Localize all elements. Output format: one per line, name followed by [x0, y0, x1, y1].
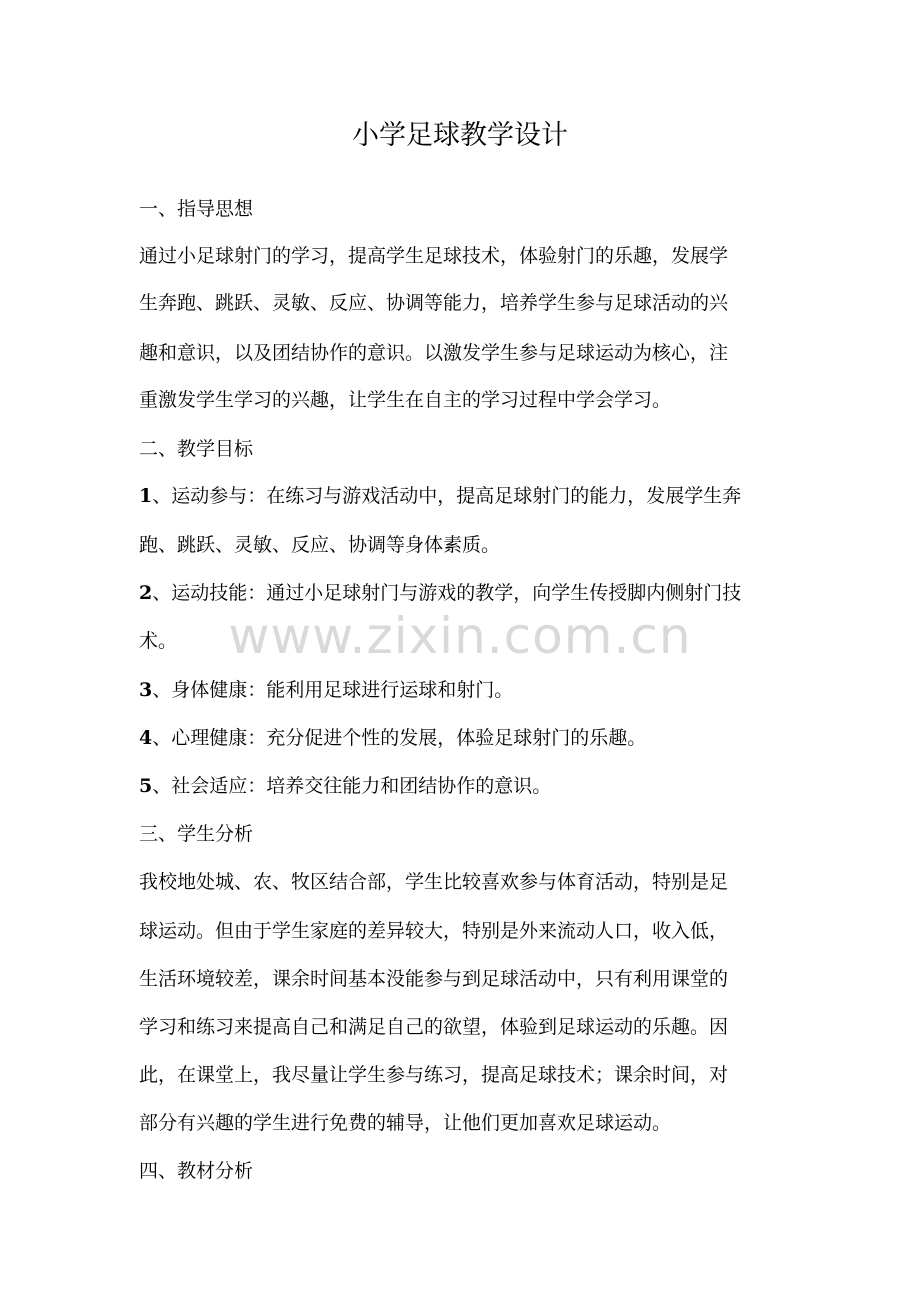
- line-text: 三、学生分析: [139, 823, 254, 845]
- paragraph-line: [139, 532, 779, 558]
- line-number: 5: [139, 775, 153, 797]
- section-heading-material-analysis: [139, 1158, 779, 1184]
- line-text: 术。: [139, 630, 178, 652]
- paragraph-line: [139, 387, 779, 413]
- paragraph-line: [139, 290, 779, 316]
- goal-item: [139, 725, 779, 751]
- paragraph-line: [139, 1014, 779, 1040]
- line-text: 球运动。但由于学生家庭的差异较大，特别是外来流动人口，收入低，: [139, 920, 729, 942]
- goal-item: [139, 677, 779, 703]
- paragraph-line: [139, 1110, 779, 1136]
- line-text: 一、指导思想: [139, 198, 254, 220]
- line-number: 3: [139, 679, 153, 701]
- paragraph-line: [139, 869, 779, 895]
- line-text: 生奔跑、跳跃、灵敏、反应、协调等能力，培养学生参与足球活动的兴: [139, 292, 729, 314]
- line-text: 趣和意识，以及团结协作的意识。以激发学生参与足球运动为核心，注: [139, 342, 729, 364]
- section-heading-student-analysis: [139, 821, 779, 847]
- paragraph-line: [139, 243, 779, 269]
- paragraph-line: [139, 340, 779, 366]
- section-heading-guiding-ideology: [139, 196, 779, 222]
- document-title: 小学足球教学设计: [352, 120, 568, 151]
- site-watermark: www.zixin.com.cn: [228, 607, 692, 665]
- paragraph-line: [139, 918, 779, 944]
- section-heading-teaching-goals: [139, 436, 779, 462]
- line-text: 通过小足球射门的学习，提高学生足球技术，体验射门的乐趣，发展学: [139, 245, 729, 267]
- line-text: 跑、跳跃、灵敏、反应、协调等身体素质。: [139, 534, 501, 556]
- line-number: 4: [139, 727, 153, 749]
- line-text: 学习和练习来提高自己和满足自己的欲望，体验到足球运动的乐趣。因: [139, 1016, 729, 1038]
- goal-item: [139, 580, 779, 606]
- line-number: 2: [139, 582, 153, 604]
- line-text: 二、教学目标: [139, 438, 254, 460]
- line-text: 生活环境较差，课余时间基本没能参与到足球活动中，只有利用课堂的: [139, 968, 729, 990]
- line-text: 、身体健康：能利用足球进行运球和射门。: [152, 679, 514, 701]
- paragraph-line: [139, 1062, 779, 1088]
- line-text: 、心理健康：充分促进个性的发展，体验足球射门的乐趣。: [152, 727, 647, 749]
- line-text: 、社会适应：培养交往能力和团结协作的意识。: [152, 775, 552, 797]
- line-text: 重激发学生学习的兴趣，让学生在自主的学习过程中学会学习。: [139, 389, 672, 411]
- line-number: 1: [139, 485, 153, 507]
- line-text: 此，在课堂上，我尽量让学生参与练习，提高足球技术；课余时间，对: [139, 1064, 729, 1086]
- line-text: 我校地处城、农、牧区结合部，学生比较喜欢参与体育活动，特别是足: [139, 871, 729, 893]
- line-text: 、运动参与：在练习与游戏活动中，提高足球射门的能力，发展学生奔: [152, 485, 742, 507]
- line-text: 部分有兴趣的学生进行免费的辅导，让他们更加喜欢足球运动。: [139, 1112, 672, 1134]
- line-text: 、运动技能：通过小足球射门与游戏的教学，向学生传授脚内侧射门技: [152, 582, 742, 604]
- line-text: 四、教材分析: [139, 1160, 254, 1182]
- goal-item: [139, 773, 779, 799]
- goal-item: [139, 483, 779, 509]
- paragraph-line: [139, 966, 779, 992]
